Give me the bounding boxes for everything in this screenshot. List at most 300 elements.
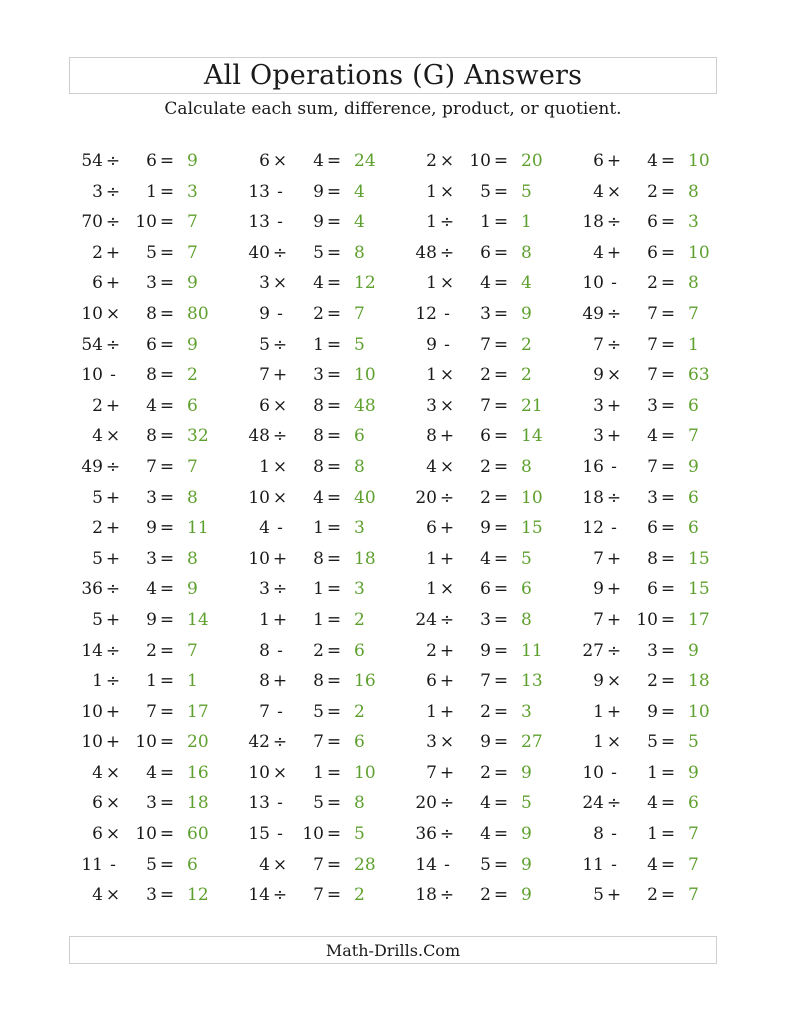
problem-operator: ×	[439, 181, 455, 202]
problem-answer: 60	[187, 824, 209, 845]
problem-answer: 9	[521, 885, 532, 906]
problem-operand-a: 10	[81, 701, 103, 722]
problem-operator: ÷	[606, 334, 622, 355]
problem-operand-a: 4	[92, 885, 103, 906]
problem-operand-b: 9	[647, 701, 658, 722]
problem-operand-b: 2	[146, 640, 157, 661]
problem-answer: 63	[688, 365, 710, 386]
problem-operand-a: 6	[426, 671, 437, 692]
problem-operand-b: 1	[146, 671, 157, 692]
problem-row	[69, 666, 729, 697]
problem-operator: +	[439, 548, 455, 569]
problem-equals-sign: =	[326, 518, 342, 539]
problem-operator: -	[110, 854, 116, 875]
problem-operand-a: 18	[582, 212, 604, 233]
problem-operand-a: 48	[415, 242, 437, 263]
problem-answer: 12	[354, 273, 376, 294]
problem-operand-b: 2	[480, 701, 491, 722]
problem-operand-a: 27	[582, 640, 604, 661]
problem-answer: 80	[187, 303, 209, 324]
problem-equals-sign: =	[660, 242, 676, 263]
problem-operand-a: 7	[593, 609, 604, 630]
problem-equals-sign: =	[159, 854, 175, 875]
problem-operator: ÷	[105, 579, 121, 600]
problem-equals-sign: =	[660, 671, 676, 692]
problem-equals-sign: =	[159, 303, 175, 324]
problem-operand-a: 1	[259, 456, 270, 477]
problem-operand-b: 9	[480, 640, 491, 661]
problem-operand-a: 54	[81, 334, 103, 355]
problem-equals-sign: =	[326, 273, 342, 294]
problem-operand-a: 1	[426, 212, 437, 233]
problem-equals-sign: =	[159, 609, 175, 630]
problem-operator: -	[444, 334, 450, 355]
problem-operand-a: 1	[426, 579, 437, 600]
problem-operator: -	[277, 303, 283, 324]
problem-operand-a: 12	[415, 303, 437, 324]
problem-operator: ×	[272, 854, 288, 875]
problem-operand-a: 12	[582, 518, 604, 539]
problem-equals-sign: =	[159, 151, 175, 171]
problem-operand-a: 24	[582, 793, 604, 814]
problem-operator: -	[611, 854, 617, 875]
problem-operand-b: 6	[647, 518, 658, 539]
problem-operand-b: 5	[313, 242, 324, 263]
problem-operand-b: 10	[636, 609, 658, 630]
problem-operand-a: 2	[426, 640, 437, 661]
problem-operand-a: 13	[248, 793, 270, 814]
problem-equals-sign: =	[159, 701, 175, 722]
problem-row	[69, 880, 729, 911]
problem-answer: 11	[187, 518, 209, 539]
problem-answer: 18	[187, 793, 209, 814]
problem-operand-a: 10	[81, 365, 103, 386]
problem-operand-a: 8	[593, 824, 604, 845]
problem-answer: 1	[688, 334, 699, 355]
problem-operand-a: 14	[415, 854, 437, 875]
problem-operand-b: 7	[146, 701, 157, 722]
problem-equals-sign: =	[493, 426, 509, 447]
problem-equals-sign: =	[493, 793, 509, 814]
problem-operator: ÷	[272, 579, 288, 600]
problem-operator: +	[105, 732, 121, 753]
problem-answer: 6	[354, 426, 365, 447]
problem-operand-a: 6	[92, 273, 103, 294]
problem-operand-a: 3	[593, 426, 604, 447]
problem-equals-sign: =	[493, 732, 509, 753]
problem-equals-sign: =	[326, 824, 342, 845]
problem-equals-sign: =	[159, 181, 175, 202]
problem-answer: 28	[354, 854, 376, 875]
problem-operand-b: 7	[313, 885, 324, 906]
problem-operand-b: 5	[480, 854, 491, 875]
problem-equals-sign: =	[660, 487, 676, 508]
problem-equals-sign: =	[326, 885, 342, 906]
problem-equals-sign: =	[660, 701, 676, 722]
problem-equals-sign: =	[493, 334, 509, 355]
problem-operand-a: 15	[248, 824, 270, 845]
problem-operand-a: 48	[248, 426, 270, 447]
problem-operator: ×	[105, 885, 121, 906]
problem-equals-sign: =	[159, 456, 175, 477]
problem-answer: 8	[354, 793, 365, 814]
problem-operand-b: 7	[647, 456, 658, 477]
problem-operator: ÷	[439, 609, 455, 630]
problem-operand-b: 6	[647, 242, 658, 263]
problem-operator: ×	[272, 762, 288, 783]
problem-equals-sign: =	[159, 579, 175, 600]
problem-operand-a: 13	[248, 181, 270, 202]
problem-operand-b: 3	[313, 365, 324, 386]
problem-operand-a: 7	[259, 365, 270, 386]
problem-operator: ×	[439, 365, 455, 386]
problem-operator: ×	[439, 456, 455, 477]
problem-operator: ÷	[439, 212, 455, 233]
problem-operand-a: 70	[81, 212, 103, 233]
problem-equals-sign: =	[660, 548, 676, 569]
problem-answer: 16	[187, 762, 209, 783]
problem-equals-sign: =	[660, 885, 676, 906]
problem-operand-a: 2	[92, 518, 103, 539]
problem-answer: 2	[354, 609, 365, 630]
problem-equals-sign: =	[660, 181, 676, 202]
problem-equals-sign: =	[493, 609, 509, 630]
problem-answer: 6	[688, 793, 699, 814]
problem-operator: +	[606, 609, 622, 630]
problem-operand-b: 3	[480, 609, 491, 630]
problem-operand-a: 20	[415, 793, 437, 814]
problem-operator: -	[277, 640, 283, 661]
problem-answer: 8	[354, 242, 365, 263]
problem-grid	[69, 146, 729, 911]
problem-equals-sign: =	[326, 212, 342, 233]
problem-operand-b: 3	[146, 548, 157, 569]
problem-operand-b: 6	[647, 579, 658, 600]
problem-operand-b: 2	[647, 885, 658, 906]
problem-operator: ÷	[272, 426, 288, 447]
problem-operand-a: 24	[415, 609, 437, 630]
problem-operand-a: 3	[92, 181, 103, 202]
problem-equals-sign: =	[660, 732, 676, 753]
problem-operand-a: 9	[593, 579, 604, 600]
problem-answer: 12	[187, 885, 209, 906]
problem-equals-sign: =	[159, 732, 175, 753]
problem-operand-a: 2	[92, 395, 103, 416]
problem-operand-b: 9	[146, 609, 157, 630]
problem-operand-a: 3	[426, 395, 437, 416]
problem-operand-b: 4	[647, 151, 658, 171]
problem-answer: 5	[354, 334, 365, 355]
problem-operator: +	[439, 518, 455, 539]
problem-answer: 3	[354, 579, 365, 600]
problem-operand-b: 2	[480, 885, 491, 906]
problem-equals-sign: =	[326, 762, 342, 783]
problem-answer: 7	[187, 456, 198, 477]
problem-answer: 18	[354, 548, 376, 569]
problem-row	[69, 360, 729, 391]
problem-operand-a: 7	[426, 762, 437, 783]
problem-equals-sign: =	[493, 303, 509, 324]
problem-operand-b: 10	[469, 151, 491, 171]
problem-operand-a: 1	[426, 273, 437, 294]
problem-answer: 2	[521, 365, 532, 386]
problem-answer: 8	[521, 609, 532, 630]
problem-row	[69, 268, 729, 299]
problem-equals-sign: =	[326, 181, 342, 202]
problem-operator: -	[611, 456, 617, 477]
problem-answer: 8	[688, 181, 699, 202]
problem-answer: 6	[521, 579, 532, 600]
problem-row	[69, 605, 729, 636]
problem-equals-sign: =	[326, 151, 342, 171]
problem-answer: 4	[354, 181, 365, 202]
problem-equals-sign: =	[660, 854, 676, 875]
problem-answer: 7	[688, 303, 699, 324]
problem-operand-a: 49	[582, 303, 604, 324]
problem-answer: 10	[354, 365, 376, 386]
problem-answer: 9	[187, 334, 198, 355]
problem-operator: ×	[606, 181, 622, 202]
problem-operator: ÷	[272, 732, 288, 753]
problem-equals-sign: =	[326, 854, 342, 875]
problem-operator: ÷	[606, 640, 622, 661]
problem-operand-b: 8	[313, 548, 324, 569]
problem-operand-a: 5	[92, 609, 103, 630]
problem-operand-b: 1	[313, 579, 324, 600]
problem-row	[69, 391, 729, 422]
problem-operand-a: 3	[593, 395, 604, 416]
problem-row	[69, 788, 729, 819]
problem-answer: 3	[688, 212, 699, 233]
problem-operator: ÷	[272, 242, 288, 263]
problem-operand-a: 11	[582, 854, 604, 875]
problem-equals-sign: =	[326, 303, 342, 324]
problem-equals-sign: =	[493, 762, 509, 783]
problem-operator: +	[606, 426, 622, 447]
problem-operator: +	[105, 548, 121, 569]
problem-operator: +	[105, 609, 121, 630]
problem-answer: 15	[688, 548, 710, 569]
problem-operand-a: 4	[593, 242, 604, 263]
problem-equals-sign: =	[493, 518, 509, 539]
problem-operand-b: 3	[480, 303, 491, 324]
problem-operand-b: 4	[647, 854, 658, 875]
problem-equals-sign: =	[493, 579, 509, 600]
problem-answer: 16	[354, 671, 376, 692]
problem-operand-a: 18	[415, 885, 437, 906]
problem-operand-b: 3	[146, 793, 157, 814]
problem-operand-a: 13	[248, 212, 270, 233]
problem-equals-sign: =	[660, 151, 676, 171]
problem-operand-b: 8	[313, 671, 324, 692]
problem-operand-b: 7	[647, 303, 658, 324]
problem-operand-b: 4	[146, 762, 157, 783]
problem-answer: 9	[187, 579, 198, 600]
problem-operand-a: 2	[92, 242, 103, 263]
problem-operator: ×	[105, 303, 121, 324]
problem-answer: 9	[688, 762, 699, 783]
problem-equals-sign: =	[159, 518, 175, 539]
problem-equals-sign: =	[326, 426, 342, 447]
problem-operand-a: 4	[92, 426, 103, 447]
problem-answer: 18	[688, 671, 710, 692]
problem-answer: 1	[521, 212, 532, 233]
problem-equals-sign: =	[660, 640, 676, 661]
problem-operator: ×	[272, 273, 288, 294]
problem-operand-b: 1	[313, 609, 324, 630]
problem-operand-a: 5	[593, 885, 604, 906]
problem-operand-a: 5	[92, 548, 103, 569]
problem-operator: -	[110, 365, 116, 386]
problem-answer: 1	[187, 671, 198, 692]
problem-operand-a: 7	[593, 334, 604, 355]
problem-answer: 6	[354, 640, 365, 661]
problem-answer: 9	[521, 824, 532, 845]
problem-operand-a: 1	[426, 548, 437, 569]
problem-operand-a: 10	[248, 487, 270, 508]
problem-equals-sign: =	[326, 548, 342, 569]
problem-operand-b: 4	[313, 487, 324, 508]
problem-operand-a: 4	[593, 181, 604, 202]
problem-answer: 6	[688, 395, 699, 416]
problem-operand-a: 5	[92, 487, 103, 508]
problem-operand-b: 6	[480, 242, 491, 263]
problem-operand-b: 3	[146, 885, 157, 906]
problem-equals-sign: =	[326, 732, 342, 753]
problem-operand-a: 20	[415, 487, 437, 508]
problem-answer: 9	[187, 273, 198, 294]
problem-answer: 8	[187, 487, 198, 508]
problem-operator: ×	[105, 793, 121, 814]
problem-equals-sign: =	[326, 395, 342, 416]
problem-equals-sign: =	[159, 548, 175, 569]
problem-answer: 7	[688, 824, 699, 845]
problem-operand-b: 9	[313, 212, 324, 233]
problem-operand-a: 5	[259, 334, 270, 355]
problem-operand-a: 1	[426, 181, 437, 202]
problem-operand-b: 7	[313, 732, 324, 753]
problem-operator: ×	[105, 824, 121, 845]
problem-equals-sign: =	[493, 273, 509, 294]
problem-answer: 3	[521, 701, 532, 722]
problem-operand-a: 1	[426, 365, 437, 386]
problem-answer: 20	[521, 151, 543, 171]
problem-answer: 15	[521, 518, 543, 539]
problem-answer: 5	[521, 793, 532, 814]
problem-equals-sign: =	[493, 365, 509, 386]
problem-operator: -	[611, 762, 617, 783]
problem-operator: +	[606, 395, 622, 416]
problem-answer: 9	[521, 303, 532, 324]
problem-row	[69, 574, 729, 605]
problem-answer: 7	[688, 854, 699, 875]
problem-operator: ÷	[272, 885, 288, 906]
problem-operand-b: 8	[313, 456, 324, 477]
problem-answer: 2	[354, 885, 365, 906]
problem-operand-a: 6	[593, 151, 604, 171]
problem-operand-b: 7	[480, 671, 491, 692]
problem-operator: ×	[105, 762, 121, 783]
problem-answer: 17	[688, 609, 710, 630]
problem-answer: 20	[187, 732, 209, 753]
problem-row	[69, 636, 729, 667]
problem-answer: 14	[521, 426, 543, 447]
problem-row	[69, 421, 729, 452]
problem-operator: +	[105, 273, 121, 294]
problem-answer: 4	[521, 273, 532, 294]
problem-operand-b: 7	[480, 334, 491, 355]
problem-operand-b: 1	[647, 762, 658, 783]
problem-operator: ÷	[606, 793, 622, 814]
problem-row	[69, 146, 729, 177]
problem-operand-b: 7	[480, 395, 491, 416]
problem-answer: 7	[187, 242, 198, 263]
problem-operand-a: 4	[259, 518, 270, 539]
problem-operand-b: 4	[480, 793, 491, 814]
problem-operator: ×	[606, 732, 622, 753]
problem-operator: +	[606, 548, 622, 569]
problem-operand-b: 2	[647, 671, 658, 692]
problem-operand-b: 1	[313, 518, 324, 539]
problem-operand-a: 14	[248, 885, 270, 906]
problem-operand-b: 8	[313, 426, 324, 447]
problem-equals-sign: =	[159, 487, 175, 508]
problem-answer: 7	[688, 885, 699, 906]
problem-equals-sign: =	[493, 395, 509, 416]
problem-operand-b: 2	[647, 273, 658, 294]
problem-operator: ×	[105, 426, 121, 447]
problem-operand-a: 54	[81, 151, 103, 171]
problem-operator: ÷	[439, 824, 455, 845]
problem-answer: 9	[521, 854, 532, 875]
problem-equals-sign: =	[326, 365, 342, 386]
problem-equals-sign: =	[326, 579, 342, 600]
problem-row	[69, 177, 729, 208]
problem-answer: 13	[521, 671, 543, 692]
problem-equals-sign: =	[159, 395, 175, 416]
problem-operator: +	[105, 242, 121, 263]
problem-operator: ÷	[606, 303, 622, 324]
problem-equals-sign: =	[326, 671, 342, 692]
problem-operator: +	[105, 701, 121, 722]
problem-operator: -	[444, 854, 450, 875]
problem-equals-sign: =	[660, 303, 676, 324]
problem-answer: 10	[688, 701, 710, 722]
problem-operand-a: 18	[582, 487, 604, 508]
problem-operator: +	[439, 701, 455, 722]
problem-operand-b: 9	[313, 181, 324, 202]
problem-operand-a: 4	[259, 854, 270, 875]
problem-operand-a: 16	[582, 456, 604, 477]
problem-equals-sign: =	[159, 885, 175, 906]
problem-equals-sign: =	[493, 885, 509, 906]
problem-operator: +	[439, 762, 455, 783]
problem-operand-a: 8	[259, 671, 270, 692]
problem-equals-sign: =	[660, 824, 676, 845]
problem-answer: 10	[688, 242, 710, 263]
problem-operator: ×	[272, 487, 288, 508]
problem-operand-b: 7	[647, 334, 658, 355]
problem-equals-sign: =	[159, 671, 175, 692]
problem-operand-a: 9	[593, 365, 604, 386]
problem-operand-b: 9	[480, 732, 491, 753]
problem-operator: ÷	[606, 487, 622, 508]
problem-operand-b: 2	[313, 640, 324, 661]
problem-operator: -	[277, 212, 283, 233]
problem-operand-b: 10	[135, 732, 157, 753]
problem-operator: ÷	[606, 212, 622, 233]
problem-answer: 6	[187, 854, 198, 875]
